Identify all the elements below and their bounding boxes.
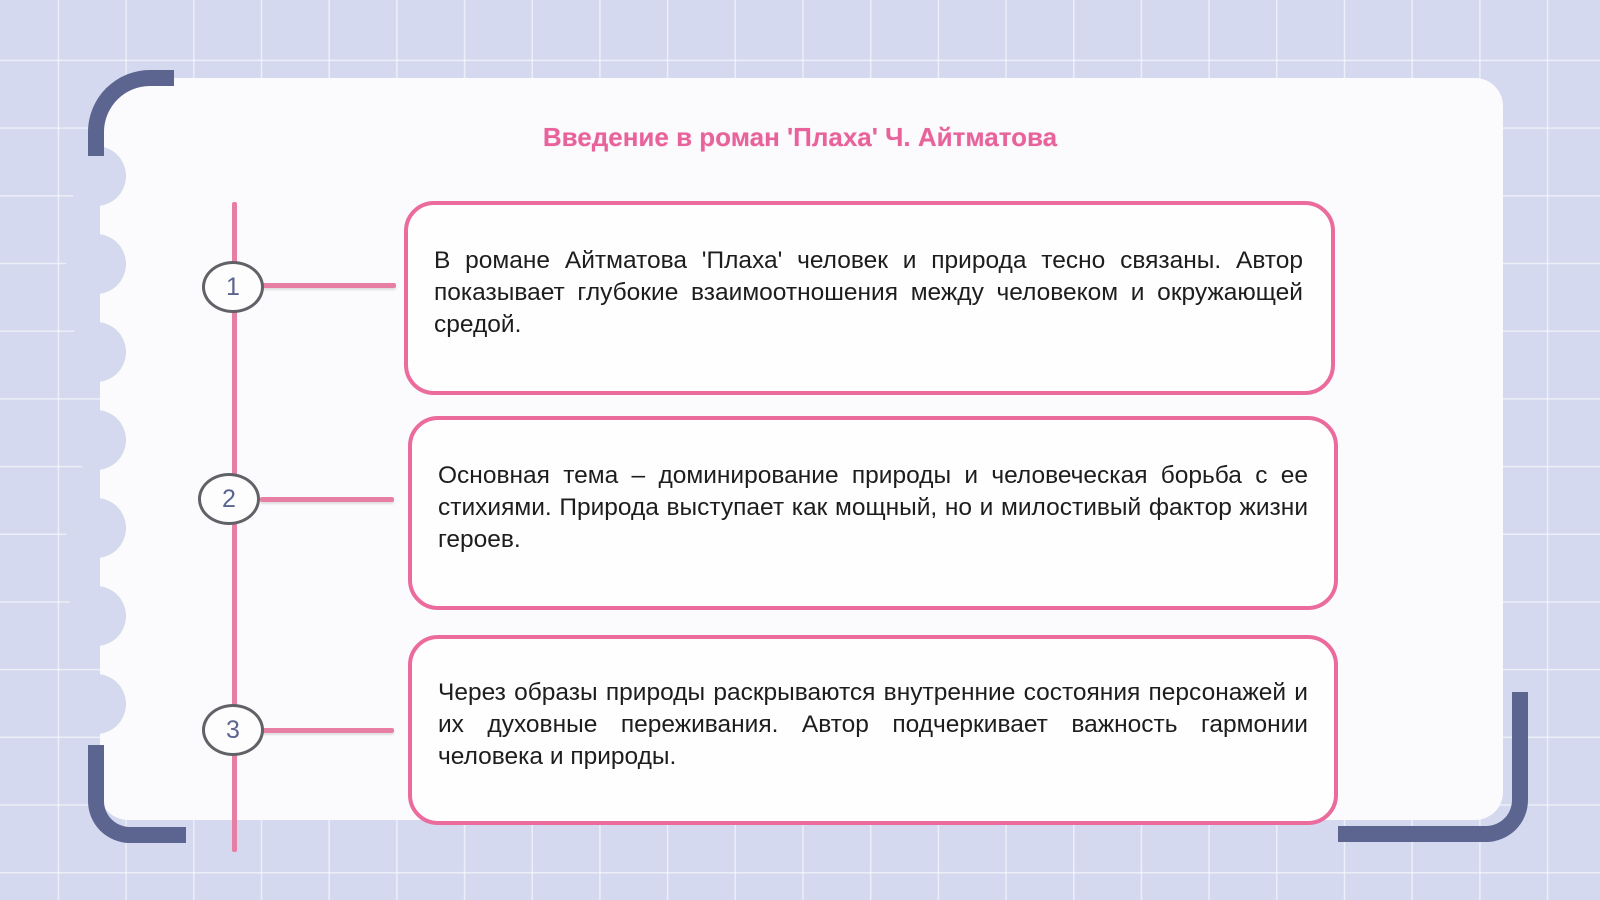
card-notch [66, 498, 126, 558]
card-notch [66, 410, 126, 470]
timeline-connector [260, 497, 394, 502]
timeline-marker [202, 704, 264, 756]
card-notch [66, 322, 126, 382]
timeline-marker [202, 261, 264, 313]
card-notch [66, 586, 126, 646]
timeline-text: Через образы природы раскрываются внутренние состояния персонажей и их духовные переживания. Автор подчеркивает важность гармонии человека и природы. [438, 679, 1308, 770]
corner-bracket-bottom-right [1338, 692, 1528, 842]
timeline-marker [198, 473, 260, 525]
slide-title: Введение в роман 'Плаха' Ч. Айтматова [542, 122, 1058, 152]
card-notch [66, 234, 126, 294]
timeline-connector [262, 728, 394, 733]
marker-number: 2 [222, 484, 236, 513]
marker-number: 1 [226, 272, 240, 301]
corner-bracket-bottom-left [88, 745, 186, 843]
card-notch [66, 674, 126, 734]
marker-number: 3 [226, 715, 240, 744]
timeline-connector [262, 283, 396, 288]
timeline-text-box [408, 416, 1338, 610]
timeline-text-box [404, 201, 1335, 395]
timeline-text: В романе Айтматова 'Плаха' человек и природа тесно связаны. Автор показывает глубокие взаимоотношения между человеком и окружающей средой. [434, 247, 1303, 338]
timeline-text: Основная тема – доминирование природы и человеческая борьба с ее стихиями. Природа выступает как мощный, но и милостивый фактор жизни героев. [438, 462, 1308, 553]
timeline-text-box [408, 635, 1338, 825]
